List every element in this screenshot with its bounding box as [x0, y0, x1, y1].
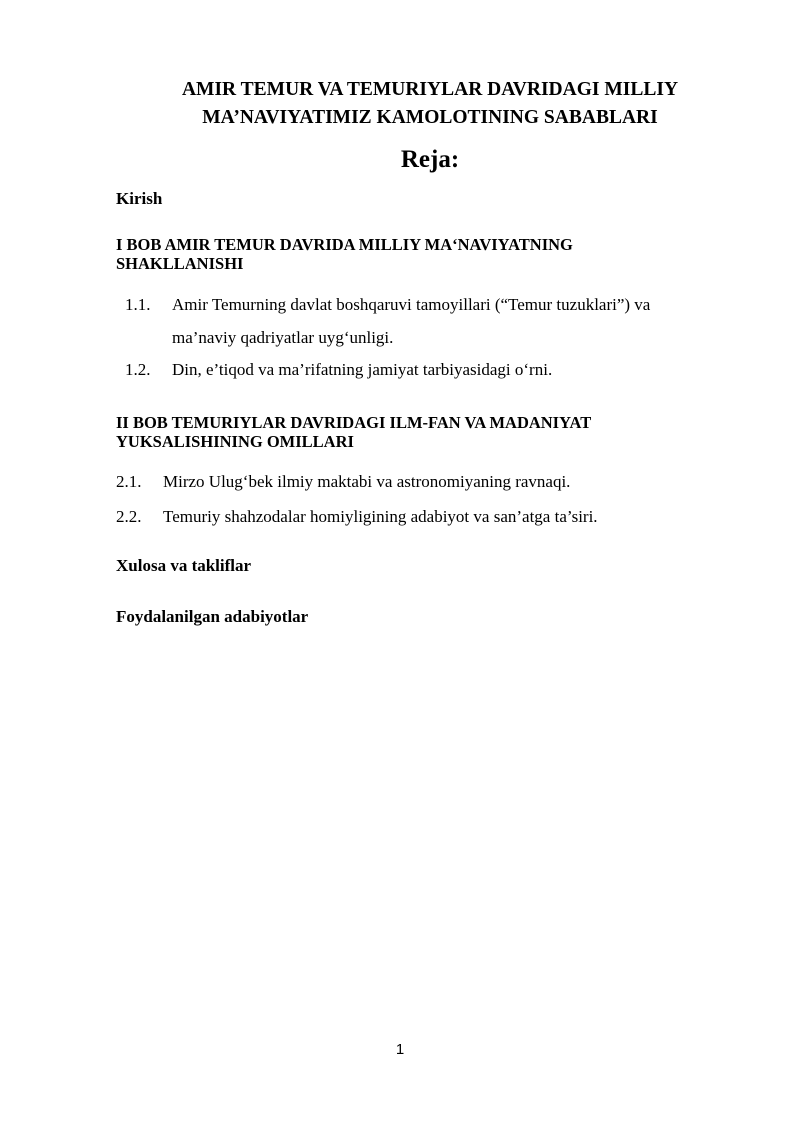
list-item-number: 1.2. — [125, 360, 151, 379]
conclusion-heading: Xulosa va takliflar — [116, 556, 252, 575]
title-line-1: AMIR TEMUR VA TEMURIYLAR DAVRIDAGI MILLIY — [181, 79, 679, 100]
list-item-1-2-text: Din, e’tiqod va ma’rifatning jamiyat tarbiyasidagi o‘rni. — [172, 360, 553, 379]
chapter-1-title — [116, 235, 736, 273]
references-heading: Foydalanilgan adabiyotlar — [116, 607, 309, 626]
list-item-1-1-text-line-1: Amir Temurning davlat boshqaruvi tamoyillari (“Temur tuzuklari”) va — [172, 295, 651, 314]
plan-heading: Reja: — [400, 146, 460, 173]
chapter-1-title-line-2: SHAKLLANISHI — [116, 254, 244, 273]
list-item-2-1-text: Mirzo Ulug‘bek ilmiy maktabi va astronomiyaning ravnaqi. — [163, 472, 571, 491]
list-item-1-1-text-line-2: ma’naviy qadriyatlar uyg‘unligi. — [172, 328, 394, 347]
chapter-2-title — [116, 413, 736, 451]
chapter-2-title-line-1: II BOB TEMURIYLAR DAVRIDAGI ILM-FAN VA MADANIYAT — [116, 413, 592, 432]
list-item-number: 1.1. — [125, 295, 151, 314]
chapter-1-title-line-1: I BOB AMIR TEMUR DAVRIDA MILLIY MA‘NAVIYATNING — [116, 235, 573, 254]
page-number: 1 — [395, 1041, 405, 1058]
list-item-number: 2.1. — [116, 472, 142, 491]
chapter-2-title-line-2: YUKSALISHINING OMILLARI — [116, 432, 354, 451]
list-item-number: 2.2. — [116, 507, 142, 526]
intro-heading: Kirish — [116, 189, 163, 208]
title-line-2: MA’NAVIYATIMIZ KAMOLOTINING SABABLARI — [202, 107, 658, 128]
document-title — [115, 76, 745, 132]
list-item-2-2-text: Temuriy shahzodalar homiyligining adabiyot va san’atga ta’siri. — [163, 507, 598, 526]
